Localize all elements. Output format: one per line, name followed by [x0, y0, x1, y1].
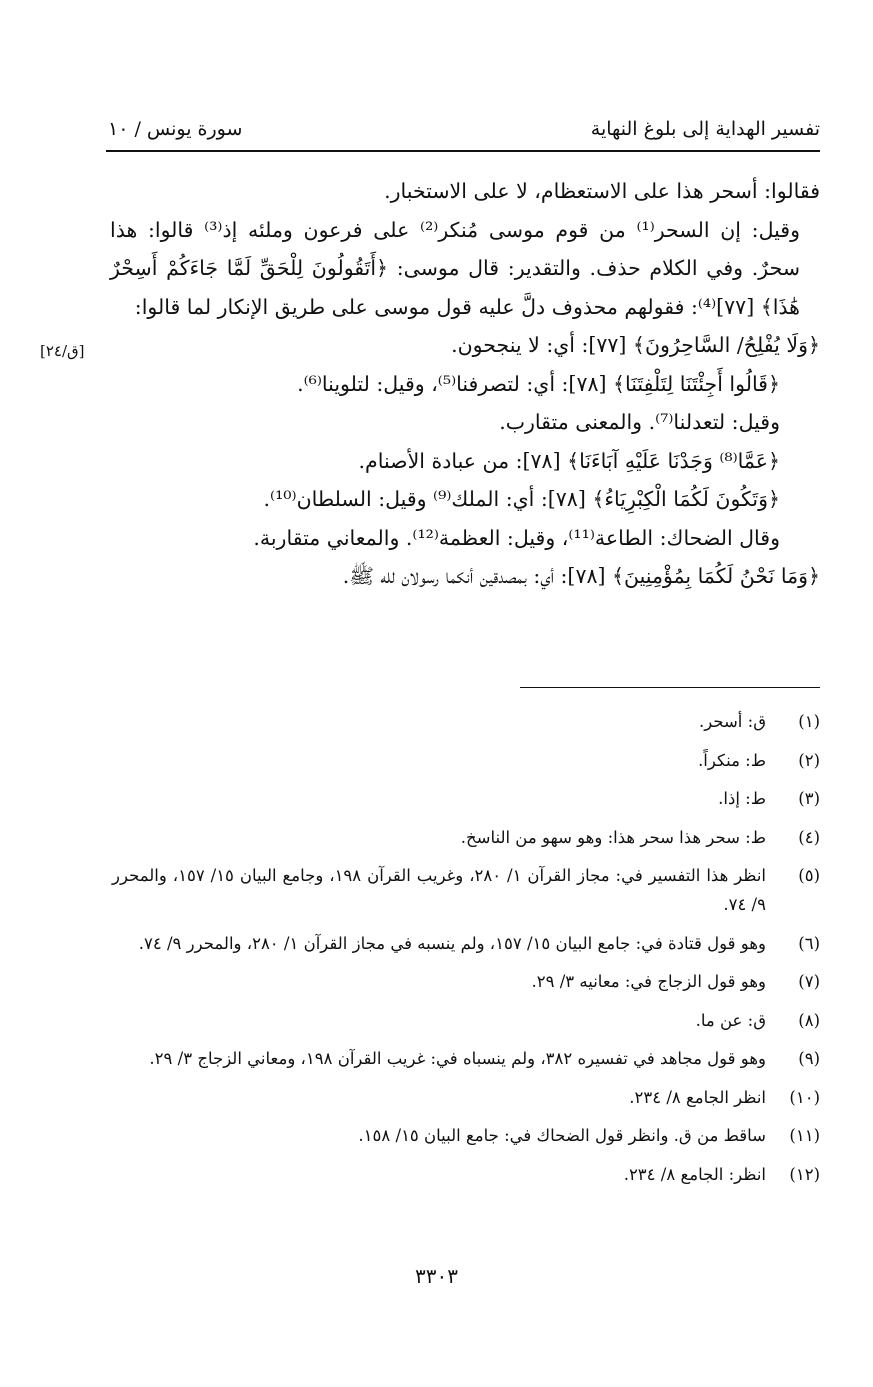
footnote-text: ق: عن ما.: [695, 1010, 766, 1030]
footnote-number: (٢): [798, 750, 820, 770]
footnote-text: ط: منكراً.: [698, 750, 766, 770]
footnote-text: انظر: الجامع ٨/ ٢٣٤.: [623, 1164, 766, 1184]
footnote: [112, 967, 820, 996]
footnote: [112, 707, 820, 736]
paragraph: فقالوا: أسحر هذا على الاستعظام، لا على الاستخبار.: [384, 179, 820, 203]
running-header: [108, 112, 820, 146]
footnote-rule: [520, 687, 820, 688]
paragraph: وقيل: لتعدلنا⁽⁷⁾. والمعنى متقارب.: [499, 410, 780, 434]
footnote: [112, 823, 820, 852]
footnote: [112, 1083, 820, 1112]
paragraph: ﴿وَتَكُونَ لَكُمَا الْكِبْرِيَاءُ﴾ [٧٨]: أي: الملك⁽⁹⁾ وقيل: السلطان⁽¹⁰⁾.: [263, 487, 780, 511]
footnote-number: (٩): [798, 1049, 820, 1068]
footnote-text: وهو قول قتادة في: جامع البيان ١٥/ ١٥٧، ولم ينسبه في مجاز القرآن ١/ ٢٨٠، والمحرر ٩/ ٧٤.: [138, 933, 766, 953]
surah-label: سورة يونس / ١٠: [108, 118, 243, 140]
page-number: ٣٣٠٣: [415, 1264, 458, 1288]
footnote-number: (٥): [798, 866, 820, 885]
paragraph: ﴿عَمَّا⁽⁸⁾ وَجَدْنَا عَلَيْهِ آبَاءَنَا﴾ [٧٨]: من عبادة الأصنام.: [358, 448, 780, 473]
footnote-text: ق: أسحر.: [698, 712, 766, 731]
footnote: [112, 784, 820, 813]
footnote: [112, 1044, 820, 1073]
manuscript-marker: [ق/٢٤]: [40, 342, 85, 360]
footnote: [112, 1160, 820, 1189]
footnote: [112, 861, 820, 919]
footnote-text: انظر هذا التفسير في: مجاز القرآن ١/ ٢٨٠، وغريب القرآن ١٩٨، وجامع البيان ١٥/ ١٥٧، والمحرر ٩/ ٧٤.: [112, 866, 767, 914]
footnote: [112, 746, 820, 775]
footnote-number: (١١): [789, 1126, 820, 1145]
main-text: [110, 172, 820, 596]
footnote-number: (١): [798, 712, 820, 731]
footnote-text: ساقط من ق. وانظر قول الضحاك في: جامع البيان ١٥/ ١٥٨.: [358, 1126, 766, 1145]
footnote-number: (٦): [798, 933, 820, 953]
paragraph: ﴿وَمَا نَحْنُ لَكُمَا بِمُؤْمِنِينَ﴾ [٧٨]: أي: بمصدقين أنكما رسولان لله ﷺ.: [342, 564, 820, 588]
paragraph: وقيل: إن السحر⁽¹⁾ من قوم موسى مُنكر⁽²⁾ على فرعون وملئه إذ⁽³⁾ قالوا: هذا سحرٌ. وفي الكلام حذف. والتقدير: قال موسى: ﴿أَتَقُولُونَ لِلْحَقِّ لَمَّا جَاءَكُمْ أَسِحْرٌ هَٰذَا﴾ [٧٧]⁽⁴⁾: فقولهم محذوف دلَّ عليه قول موسى على طريق الإنكار لما قالوا:: [110, 217, 800, 319]
footnote-text: ط: إذا.: [718, 789, 766, 808]
footnotes: [112, 707, 820, 1198]
paragraph: ﴿قَالُوا أَجِئْتَنَا لِتَلْفِتَنَا﴾ [٧٨]: أي: لتصرفنا⁽⁵⁾، وقيل: لتلوينا⁽⁶⁾.: [297, 371, 780, 396]
footnote-number: (١٠): [789, 1087, 820, 1107]
footnote-text: انظر الجامع ٨/ ٢٣٤.: [629, 1087, 766, 1107]
footnote-text: ط: سحر هذا سحر هذا: وهو سهو من الناسخ.: [460, 827, 766, 847]
footnote-number: (٨): [798, 1010, 820, 1030]
paragraph: وقال الضحاك: الطاعة⁽¹¹⁾، وقيل: العظمة⁽¹²⁾. والمعاني متقاربة.: [253, 525, 780, 550]
footnote: [112, 1121, 820, 1150]
footnote-number: (١٢): [789, 1164, 820, 1184]
footnote-text: وهو قول مجاهد في تفسيره ٣٨٢، ولم ينسباه في: غريب القرآن ١٩٨، ومعاني الزجاج ٣/ ٢٩.: [149, 1049, 766, 1068]
footnote-number: (٤): [798, 827, 820, 847]
footnote: [112, 1006, 820, 1035]
header-rule: [106, 150, 820, 152]
paragraph: ﴿وَلَا يُفْلِحُ/ السَّاحِرُونَ﴾ [٧٧]: أي: لا ينجحون.: [451, 333, 820, 357]
footnote-number: (٣): [798, 789, 820, 808]
footnote-text: وهو قول الزجاج في: معانيه ٣/ ٢٩.: [531, 972, 766, 991]
footnote-number: (٧): [798, 972, 820, 991]
footnote: [112, 929, 820, 958]
book-title: تفسير الهداية إلى بلوغ النهاية: [590, 118, 820, 140]
